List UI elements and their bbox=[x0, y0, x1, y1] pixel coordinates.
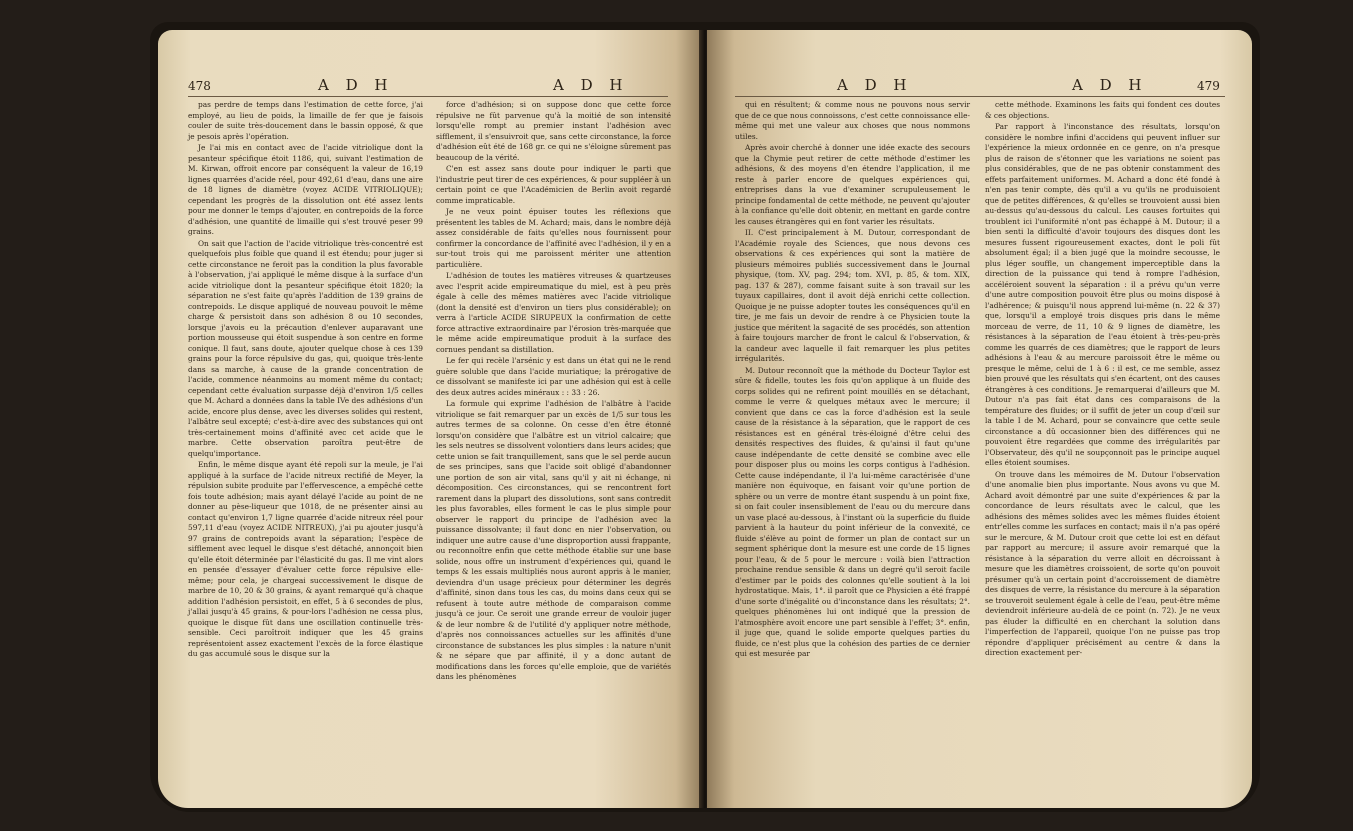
running-head-word: A D H bbox=[1072, 76, 1148, 94]
running-head-word: A D H bbox=[837, 76, 913, 94]
head-rule bbox=[735, 96, 1225, 97]
book-spread bbox=[150, 22, 1260, 812]
paragraph: Je l'ai mis en contact avec de l'acide vitriolique dont la pesanteur spécifique étoit 1186, qui, suivant l'estimation de M. Kirwan, offroit encore par conséquent la valeur de 16,19 lignes quarrées d'acide réel, pour 492,61 d'eau, dans une aire de 18 lignes de diamètre (voyez ACIDE VITRIOLIQUE); cependant les progrès de la dissolution ont été assez lents pour me donner le temps d'ajouter, en contrepoids de la force d'adhésion, une quantité de limaille qui s'est trouvé peser 99 grains. bbox=[188, 143, 423, 236]
paragraph: qui en résultent; & comme nous ne pouvons nous servir que de ce que nous connoissons, c'est cette connoissance elle-même qui met une valeur aux choses que nous nommons utiles. bbox=[735, 100, 970, 141]
running-head-word: A D H bbox=[318, 76, 394, 94]
paragraph: Je ne veux point épuiser toutes les réflexions que présentent les tables de M. Achard; mais, dans le nombre déjà assez considérable de faits qu'elles nous fournissent pour confirmer la concordance de l'affinité avec l'adhésion, il y en a sur-tout trois qui me paroissent mériter une attention particulière. bbox=[436, 207, 671, 269]
paragraph: II. C'est principalement à M. Dutour, correspondant de l'Académie royale des Sciences, que nous devons ces observations & ces expériences qui sont la matière de plusieurs mémoires publiés successivement dans le Journal physique, (tom. XV, pag. 294; tom. XVI, p. 85, & tom. XIX, pag. 137 & 287), comme faisant suite à son travail sur les tuyaux capillaires, dont il avoit déjà enrichi cette collection. Quoique je ne puisse adopter toutes les conséquences qu'il en tire, je me fais un devoir de rendre à ce Physicien toute la justice que méritent la sagacité de ses procédés, son attention à faire toujours marcher de front le calcul & l'observation, & la candeur avec laquelle il fait remarquer les plus petites irrégularités. bbox=[735, 228, 970, 363]
head-rule bbox=[188, 96, 668, 97]
paragraph: La formule qui exprime l'adhésion de l'albâtre à l'acide vitriolique se fait remarquer par un excès de 1/5 sur tous les autres termes de sa colonne. On cesse d'en être étonné lorsqu'on considère que l'albâtre est un vitriol calcaire; que les sels neutres se dissolvent volontiers dans leurs acides; que cette union se fait tranquillement, sans que le sel perde aucun de ses principes, sans que l'acide soit obligé d'abandonner une portion de son air vital, sans qu'il y ait ni échange, ni décomposition. Ces circonstances, qui se rencontrent fort rarement dans la plupart des dissolutions, sont sans contredit les plus favorables, elles forment le cas le plus simple pour observer le rapport du principe de l'adhésion avec la puissance dissolvante; il faut donc en nier l'observation, ou indiquer une autre cause d'une disproportion aussi frappante, ou reconnoître enfin que cette méthode établie sur une base solide, nous offre un instrument d'expériences qui, quand le temps & les essais multipliés nous auront appris à le manier, deviendra d'un usage précieux pour déterminer les degrés d'affinité, sinon dans tous les cas, du moins dans ceux qui se refusent à toute autre méthode de comparaison comme jusqu'à ce jour. Ce seroit une grande erreur de vouloir juger & de leur nombre & de l'utilité d'y appliquer notre méthode, d'après nos connoissances actuelles sur les affinités d'une circonstance de substances les plus simples : la nature n'unit & ne sépare que par affinité, il y a donc autant de modifications dans les forces qu'elle emploie, que de variétés dans les phénomènes bbox=[436, 399, 671, 681]
paragraph: Enfin, le même disque ayant été repoli sur la meule, je l'ai appliqué à la surface de l'acide nitreux rectifié de Meyer, la répulsion subite produite par l'effervescence, a empêché cette fois toute adhésion; mais ayant délayé l'acide au point de ne donner au pèse-liqueur que 1018, de ne présenter ainsi au contact qu'environ 1,7 ligne quarrée d'acide nitreux réel pour 597,11 d'eau (voyez ACIDE NITREUX), j'ai pu ajouter jusqu'à 97 grains de contrepoids avant la séparation; l'espèce de sifflement avec lequel le disque s'est détaché, annonçoit bien qu'elle étoit déterminée par l'élasticité du gas. Il me vint alors en pensée d'essayer d'évaluer cette force répulsive elle-même; pour cela, je chargeai successivement le disque de marbre de 10, 20 & 30 grains, & ayant remarqué qu'à chaque addition l'adhésion persistoit, en effet, 5 à 6 secondes de plus, j'allai jusqu'à 45 grains, & pour-lors l'adhésion ne cessa plus, quoique le disque fût dans une oscillation continuelle très-sensible. Ceci paroîtroit indiquer que les 45 grains représentoient assez exactement l'excès de la force élastique du gas accumulé sous le disque sur la bbox=[188, 460, 423, 658]
left-running-head bbox=[158, 76, 703, 94]
text-column-1 bbox=[188, 100, 423, 661]
right-page bbox=[707, 30, 1252, 808]
running-head-word: A D H bbox=[553, 76, 629, 94]
paragraph: C'en est assez sans doute pour indiquer le parti que l'industrie peut tirer de ces expériences, & pour suppléer à un certain point ce que l'Académicien de Berlin avoit regardé comme impraticable. bbox=[436, 164, 671, 205]
paragraph: L'adhésion de toutes les matières vitreuses & quartzeuses avec l'esprit acide empireumatique du miel, est à peu près égale à celle des mêmes matières avec l'acide vitriolique (dont la densité est d'environ un tiers plus considérable); on verra à l'article ACIDE SIRUPEUX la confirmation de cette force attractive extraordinaire par l'érosion très-marquée que le même acide empireumatique produit à la surface des cornues pendant sa distillation. bbox=[436, 271, 671, 354]
paragraph: M. Dutour reconnoît que la méthode du Docteur Taylor est sûre & fidelle, toutes les fois qu'on applique à un fluide des corps solides qui ne refirent point mouillés en se détachant, comme le verre & quelques métaux avec le mercure; il convient que dans ce cas la force d'adhésion est la seule cause de la résistance à la séparation, que le rapport de ces résistances est en général très-éloigné d'être celui des densités respectives des fluides, & qu'ainsi il faut qu'une cause indépendante de cette densité se combine avec elle pour disposer plus ou moins les corps contigus à l'adhésion. Cette cause indépendante, il l'a lui-même caractérisée d'une manière non équivoque, en faisant voir qu'une portion de sphère ou un verre de montre étant suspendu à un point fixe, si on fait couler insensiblement de l'eau ou du mercure dans un vase placé au-dessous, à l'instant où la superficie du fluide parvient à la hauteur du point inférieur de la convexité, ce fluide s'élève au point de former un plan de contact sur un segment sphérique dont la mesure est une corde de 15 lignes pour l'eau, & de 5 pour le mercure : voilà bien l'attraction prochaine rendue sensible & dans un degré qu'il seroit facile d'estimer par le poids des colonnes qu'elle soutient à la loi hydrostatique. Mais, 1°. il paroît que ce Physicien a été frappé d'une sorte d'inégalité ou d'inconstance dans les résultats; 2°. quelques phénomènes lui ont indiqué que la pression de l'atmosphère avoit encore une part sensible à l'effet; 3°. enfin, il juge que, quand le solide emporte quelques parties du fluide, ce n'est plus que la cohésion des parties de ce dernier qui est mesurée par bbox=[735, 365, 970, 658]
paragraph: Par rapport à l'inconstance des résultats, lorsqu'on considère le nombre infini d'accidens qui peuvent influer sur l'expérience la mieux ordonnée en ce genre, on n'a presque plus de raison de s'étonner que les variations ne soient pas plus considérables, que de ne pas obtenir constamment des effets parfaitement uniformes. M. Achard a donc été fondé à n'en pas tenir compte, dès qu'il a vu qu'ils ne produisoient que de petites différences, & qu'elles se trouvoient aussi bien au-dessus qu'au-dessous du calcul. Les causes fortuites qui troublent ici l'uniformité n'ont pas échappé à M. Dutour; il a bien senti la difficulté d'avoir toujours des disques dont les mesures fussent rigoureusement exactes, dont le poli fût absolument égal; il a bien jugé que la moindre secousse, le plus léger souffle, un changement imperceptible dans la direction de la puissance qui tend à rompre l'adhésion, accéléroient souvent la séparation : il a prévu qu'un verre d'une autre composition pouvoit être plus ou moins disposé à l'adhérence; & puisqu'il nous apprend lui-même (n. 22 & 37) que, lorsqu'il a employé trois disques pris dans le même morceau de verre, de 11, 10 & 9 lignes de diamètre, les résistances à la séparation de l'eau étoient à très-peu-près comme les quarrés de ces diamètres; que le rapport de leurs adhésions à l'eau & au mercure paroissoit être le même ou presque le même, celui de 1 à 6 : il est, ce me semble, assez bien prouvé que les résultats qui s'en écartent, ont des causes étrangères à ces conditions. Je remarquerai d'ailleurs que M. Dutour n'a pas fait état dans ces comparaisons de la température des fluides; or il suffit de jeter un coup d'œil sur la table I de M. Achard, pour se convaincre que cette seule circonstance a dû occasionner bien des différences qui ne pouvoient être regardées que comme des irrégularités par l'Observateur, dès qu'il ne soupçonnoit pas le principe auquel elles étoient soumises. bbox=[985, 122, 1220, 467]
paragraph: pas perdre de temps dans l'estimation de cette force, j'ai employé, au lieu de poids, la limaille de fer que je faisois couler de suite très-doucement dans le bassin opposé, & que je pesois après l'opération. bbox=[188, 100, 423, 141]
paragraph: On trouve dans les mémoires de M. Dutour l'observation d'une anomalie bien plus importante. Nous avons vu que M. Achard avoit démontré par une suite d'expériences & par la concordance de leurs résultats avec le calcul, que les adhésions des mêmes solides avec les mêmes fluides étoient entr'elles comme les surfaces en contact; mais il n'a pas opéré sur le mercure, & M. Dutour croit que cette loi est en défaut par rapport au mercure; il assure avoir remarqué que la résistance à la séparation du verre alloit en décroissant à mesure que les diamètres croissoient, de sorte qu'on pouvoit présumer qu'à un certain point d'accroissement de diamètre des disques de verre, la résistance du mercure à la séparation se trouveroit seulement égale à celle de l'eau, peut-être même deviendroit inférieure au-delà de ce point (n. 72). Je ne veux pas éluder la difficulté en en cherchant la solution dans l'imperfection de l'appareil, quoique l'on ne puisse pas trop répondre d'appliquer précisément au centre & dans la direction exactement per- bbox=[985, 469, 1220, 657]
paragraph: Après avoir cherché à donner une idée exacte des secours que la Chymie peut retirer de cette méthode d'estimer les adhésions, & des moyens d'en étendre l'application, il me reste à parler encore de quelques expériences qui, entreprises dans la vue d'examiner scrupuleusement le principe fondamental de cette méthode, ne peuvent qu'ajouter à la confiance qu'elle doit obtenir, en mettant en garde contre les causes étrangères qui en font varier les résultats. bbox=[735, 143, 970, 226]
paragraph: On sait que l'action de l'acide vitriolique très-concentré est quelquefois plus foible que quand il est étendu; pour juger si cette circonstance ne feroit pas la condition la plus favorable à l'observation, j'ai appliqué le même disque à la surface d'un acide vitriolique dont la pesanteur spécifique étoit 1820; la séparation ne s'est faite qu'après l'addition de 139 grains de contrepoids. Le disque appliqué de nouveau pouvoit le même charge & persistoit dans son adhésion 8 ou 10 secondes, lorsque j'avois eu la précaution d'enlever auparavant une portion mousseuse qui étoit suspendue à son centre en forme conique. Il faut, sans doute, ajouter quelque chose à ces 139 grains pour la force répulsive du gas, qui, quoique très-lente dans sa marche, à cause de la grande concentration de l'acide, commence néanmoins au moment même du contact; cependant cette évaluation surpasse déjà d'environ 1/5 celles que M. Achard a données dans la table IVe des adhésions d'un acide, encore plus dense, avec les diverses solides qui restent, l'albâtre seul excepté; c'est-à-dire avec des substances qui ont très-certainement moins d'affinité avec cet acide que le marbre. Cette observation paroîtra peut-être de quelqu'importance. bbox=[188, 238, 423, 458]
paragraph: cette méthode. Examinons les faits qui fondent ces doutes & ces objections. bbox=[985, 100, 1220, 120]
page-number: 478 bbox=[188, 79, 211, 93]
text-column-2 bbox=[985, 100, 1220, 660]
text-column-2 bbox=[436, 100, 671, 684]
text-column-1 bbox=[735, 100, 970, 661]
left-page bbox=[158, 30, 703, 808]
paragraph: force d'adhésion; si on suppose donc que cette force répulsive ne fût parvenue qu'à la moitié de son intensité lorsqu'elle rompt au premier instant l'adhésion avec sifflement, il s'ensuivroit que, sans cette circonstance, la force d'adhésion eût été de 168 gr. ce qui ne s'éloigne sûrement pas beaucoup de la vérité. bbox=[436, 100, 671, 162]
page-number: 479 bbox=[1197, 79, 1220, 93]
right-running-head bbox=[707, 76, 1252, 94]
paragraph: Le fer qui recèle l'arsénic y est dans un état qui ne le rend guère soluble que dans l'acide muriatique; la prérogative de ce dissolvant se manifeste ici par une adhésion qui est à celle des deux autres acides minéraux : : 33 : 26. bbox=[436, 356, 671, 397]
